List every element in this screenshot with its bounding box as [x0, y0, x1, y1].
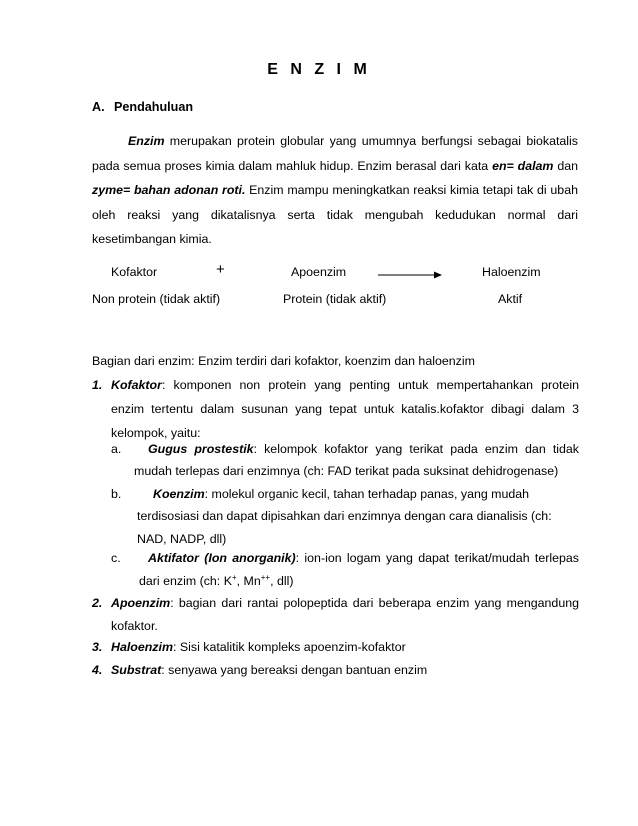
- item2-term: Apoenzim: [111, 596, 171, 610]
- item3-text-1: : Sisi katalitik kompleks apoenzim-kofaktor: [172, 640, 406, 654]
- sub-a-line1: [148, 442, 579, 456]
- sub-c-letter: c.: [111, 551, 121, 565]
- intro-term-zyme: zyme= bahan adonan roti.: [92, 183, 246, 197]
- sub-b-line3: NAD, NADP, dll): [137, 532, 227, 546]
- eq-plus: +: [216, 261, 225, 278]
- sub-c-line2: [139, 574, 294, 588]
- intro-term-enzim: Enzim: [128, 134, 165, 148]
- sub-b-letter: b.: [111, 487, 122, 501]
- eq-kofaktor: Kofaktor: [111, 265, 158, 279]
- sub-b-line1: [153, 487, 529, 501]
- item1-number: 1.: [92, 378, 103, 392]
- item3-number: 3.: [92, 640, 103, 654]
- item4-term: Substrat: [111, 663, 162, 677]
- eq-haloenzim-desc: Aktif: [498, 292, 523, 306]
- item2-line2: kofaktor.: [111, 619, 158, 633]
- sub-c-line1: [148, 551, 579, 565]
- sub-c-text-2a: dari enzim (ch: K: [139, 574, 232, 588]
- parts-intro: Bagian dari enzim: Enzim terdiri dari kofaktor, koenzim dan haloenzim: [92, 354, 475, 368]
- eq-apoenzim-desc: Protein (tidak aktif): [283, 292, 387, 306]
- intro-paragraph: [92, 129, 578, 252]
- reaction-arrow-icon: [378, 270, 442, 280]
- intro-term-en: en= dalam: [492, 158, 554, 173]
- item1-line2: enzim tertentu dalam susunan yang tepat untuk katalis.kofaktor dibagi dalam 3: [111, 402, 579, 416]
- eq-apoenzim: Apoenzim: [291, 265, 347, 279]
- item1-text-1: : komponen non protein yang penting untuk mempertahankan protein: [161, 378, 579, 392]
- eq-haloenzim: Haloenzim: [482, 265, 541, 279]
- sub-b-text-1: : molekul organic kecil, tahan terhadap panas, yang mudah: [204, 487, 530, 501]
- sub-b-line2: terdisosiasi dan dapat dipisahkan dari enzimnya dengan cara dianalisis (ch:: [137, 509, 552, 523]
- intro-text-1: merupakan protein globular yang umumnya berfungsi sebagai biokatalis pada semua proses kimia dalam mahluk hidup. Enzim berasal dari kata: [92, 134, 578, 173]
- item1-line1: [111, 378, 579, 392]
- item4-number: 4.: [92, 663, 103, 677]
- sub-c-text-2b: , Mn: [236, 574, 261, 588]
- sub-c-sup-k: +: [231, 572, 237, 582]
- item3-term: Haloenzim: [111, 640, 173, 654]
- section-title: Pendahuluan: [114, 100, 194, 114]
- item2-line1: [111, 596, 579, 610]
- sub-c-text-2c: , dll): [270, 574, 294, 588]
- item3-line1: [111, 640, 406, 654]
- item1-term: Kofaktor: [111, 378, 162, 392]
- eq-kofaktor-desc: Non protein (tidak aktif): [92, 292, 221, 306]
- sub-a-text-1: : kelompok kofaktor yang terikat pada enzim dan tidak: [253, 442, 579, 456]
- sub-c-sup-mn: ++: [260, 572, 271, 582]
- sub-b-term: Koenzim: [153, 487, 205, 501]
- sub-a-term: Gugus prostestik: [148, 442, 254, 456]
- item2-number: 2.: [92, 596, 103, 610]
- item4-line1: [111, 663, 427, 677]
- intro-text-2: dan: [553, 158, 578, 173]
- item1-line3: kelompok, yaitu:: [111, 426, 201, 440]
- section-heading: [92, 100, 193, 114]
- sub-c-term: Aktifator (Ion anorganik): [148, 551, 296, 565]
- sub-a-line2: mudah terlepas dari enzimnya (ch: FAD terikat pada suksinat dehidrogenase): [134, 464, 559, 478]
- item2-text-1: : bagian dari rantai polopeptida dari beberapa enzim yang mengandung: [170, 596, 579, 610]
- page-title: E N Z I M: [267, 61, 371, 78]
- item4-text-1: : senyawa yang bereaksi dengan bantuan enzim: [161, 663, 428, 677]
- section-letter: A.: [92, 100, 105, 114]
- sub-a-letter: a.: [111, 442, 122, 456]
- sub-c-text-1: : ion-ion logam yang dapat terikat/mudah terlepas: [295, 551, 579, 565]
- intro-text-3: Enzim mampu meningkatkan reaksi kimia tetapi tak di ubah oleh reaksi yang dikatalisnya serta tidak mengubah kedudukan normal dari kesetimbangan kimia.: [92, 183, 578, 246]
